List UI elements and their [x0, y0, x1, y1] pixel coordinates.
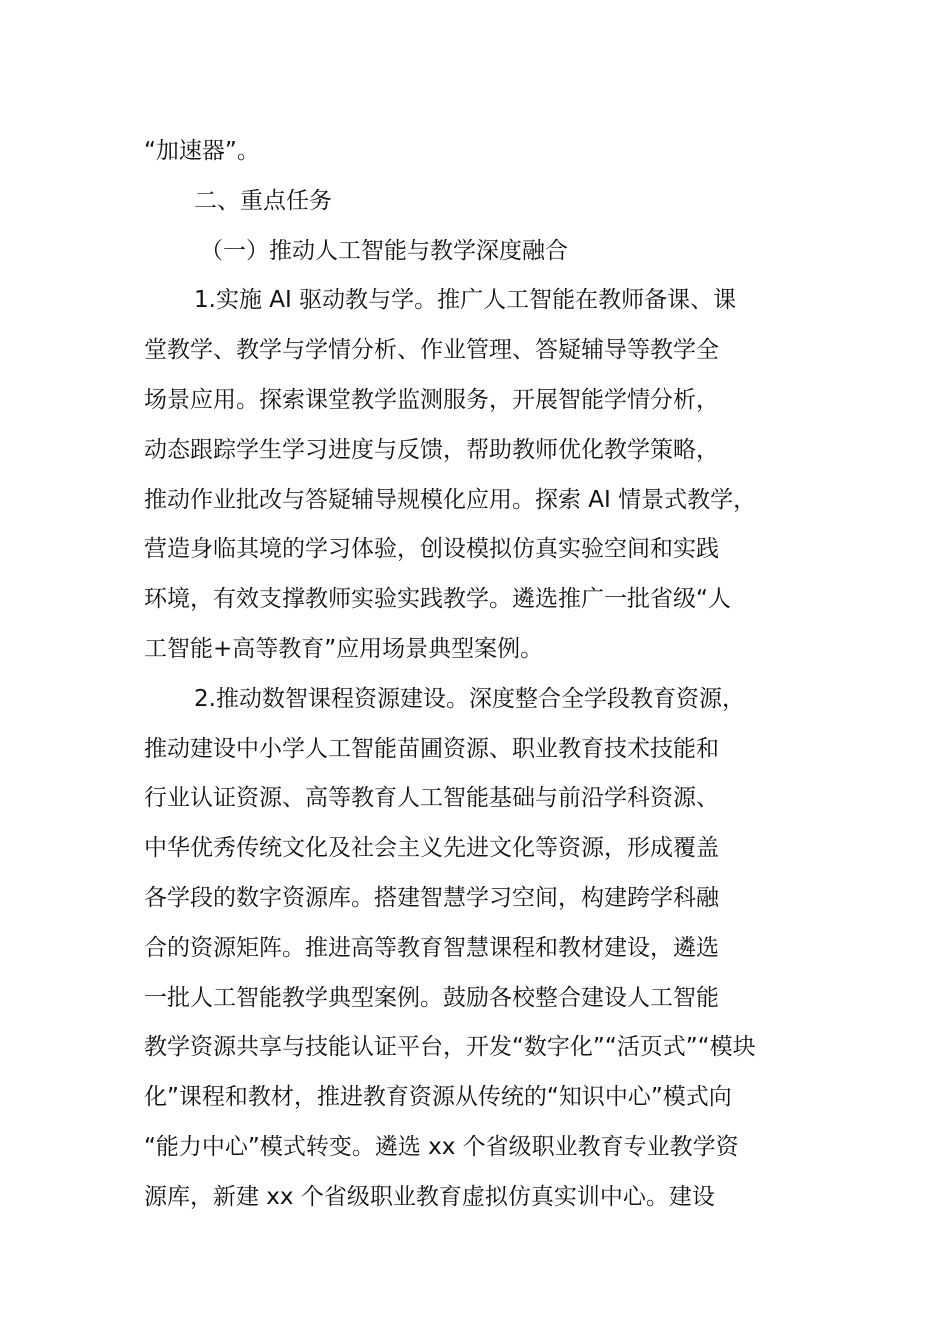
text-line: 合的资源矩阵。推进高等教育智慧课程和教材建设，遴选 — [144, 934, 719, 961]
document-body — [144, 127, 824, 1223]
text-line: 堂教学、教学与学情分析、作业管理、答疑辅导等教学全 — [144, 337, 719, 364]
text-line: 各学段的数字资源库。搭建智慧学习空间，构建跨学科融 — [144, 884, 719, 911]
text-line: 化”课程和教材，推进教育资源从传统的“知识中心”模式向 — [144, 1084, 732, 1111]
text-line: 一批人工智能教学典型案例。鼓励各校整合建设人工智能 — [144, 984, 719, 1011]
text-line: “能力中心”模式转变。遴选 xx 个省级职业教育专业教学资 — [144, 1133, 739, 1160]
section-heading: 二、重点任务 — [194, 187, 332, 214]
subsection-heading: （一）推动人工智能与教学深度融合 — [200, 237, 568, 264]
paragraph-start: 1.实施 AI 驱动教与学。推广人工智能在教师备课、课 — [194, 287, 737, 314]
text-line: 行业认证资源、高等教育人工智能基础与前沿学科资源、 — [144, 785, 719, 812]
text-line: “加速器”。 — [144, 138, 260, 164]
text-line: 营造身临其境的学习体验，创设模拟仿真实验空间和实践 — [144, 536, 719, 563]
text-line: 环境，有效支撑教师实验实践教学。遴选推广一批省级“人 — [144, 586, 731, 613]
text-line: 动态跟踪学生学习进度与反馈，帮助教师优化教学策略， — [144, 436, 719, 463]
text-line: 中华优秀传统文化及社会主义先进文化等资源，形成覆盖 — [144, 835, 719, 862]
text-line: 场景应用。探索课堂教学监测服务，开展智能学情分析， — [144, 386, 719, 413]
text-line: 教学资源共享与技能认证平台，开发“数字化”“活页式”“模块 — [144, 1034, 756, 1061]
text-line: 工智能+高等教育”应用场景典型案例。 — [144, 635, 544, 662]
text-line: 推动作业批改与答疑辅导规模化应用。探索 AI 情景式教学， — [144, 486, 757, 513]
text-line: 源库，新建 xx 个省级职业教育虚拟仿真实训中心。建设 — [144, 1183, 715, 1210]
paragraph-start: 2.推动数智课程资源建设。深度整合全学段教育资源， — [194, 685, 745, 712]
text-line: 推动建设中小学人工智能苗圃资源、职业教育技术技能和 — [144, 735, 719, 762]
